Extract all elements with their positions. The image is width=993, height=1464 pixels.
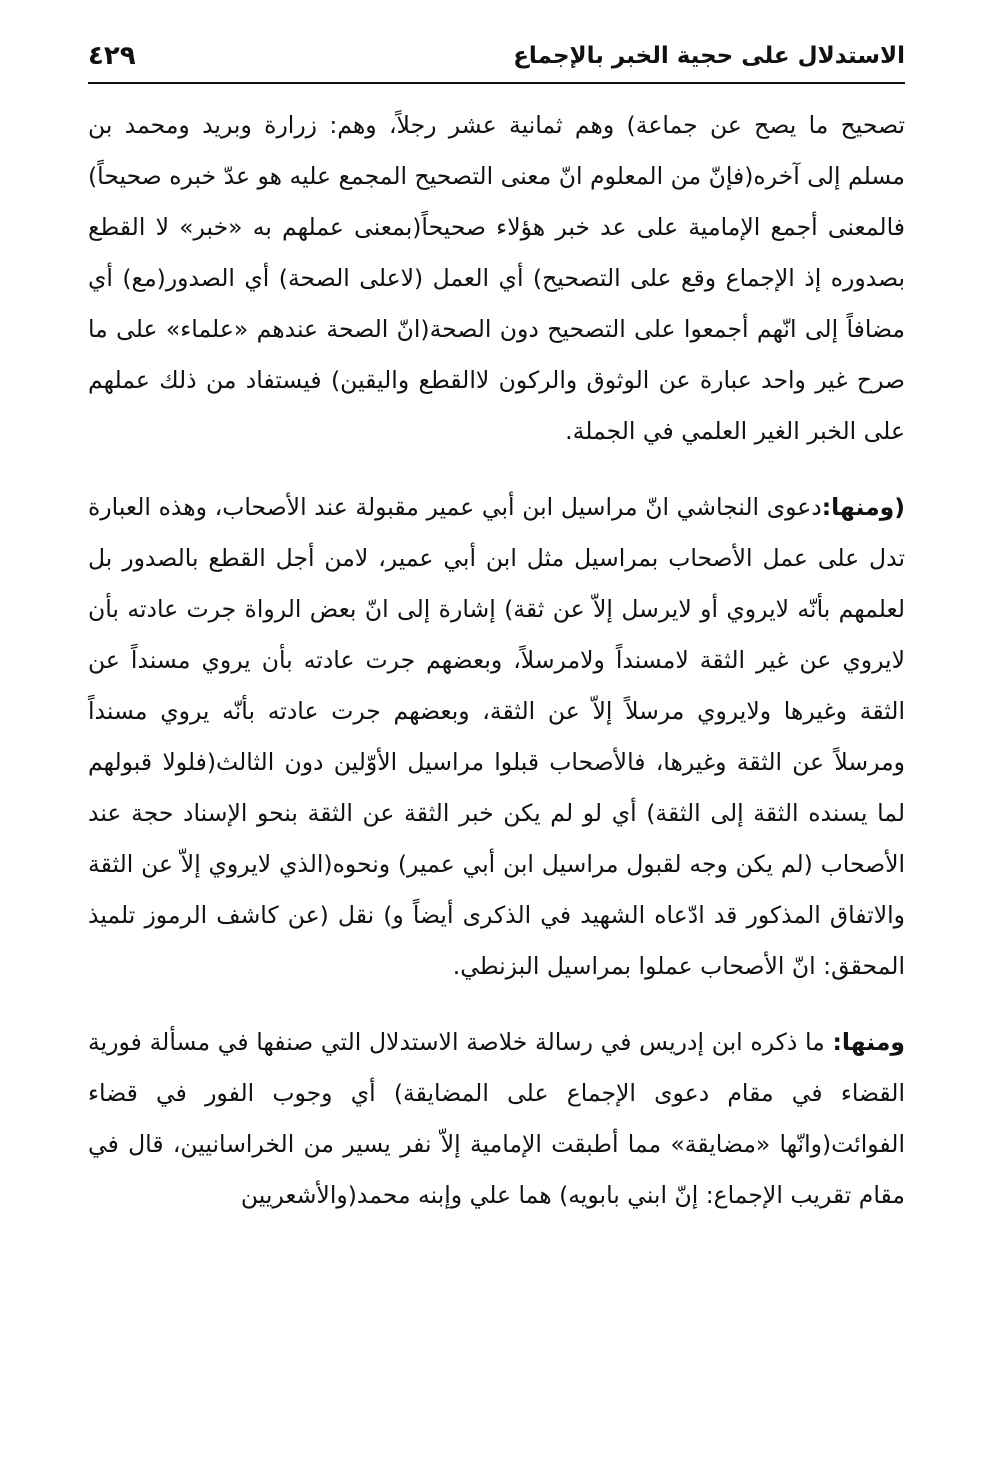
paragraph-text: دعوى النجاشي انّ مراسيل ابن أبي عمير مقبولة عند الأصحاب، وهذه العبارة تدل على عمل الأصحاب بمراسيل مثل ابن أبي عمير، لامن أجل القطع بالصدور بل لعلمهم بأنّه لايروي أو لايرسل إلاّ عن ثقة) إشارة إلى انّ بعض الرواة جرت عادته بأن لايروي عن غير الثقة لامسنداً ولامرسلاً، وبعضهم جرت عادته بأن يروي مسنداً عن الثقة وغيرها ولايروي مرسلاً إلاّ عن الثقة، وبعضهم جرت عادته بأنّه يروي مسنداً ومرسلاً عن الثقة وغيرها، فالأصحاب قبلوا مراسيل الأوّلين دون الثالث(فلولا قبولهم لما يسنده الثقة إلى الثقة) أي لو لم يكن خبر الثقة عن الثقة بنحو الإسناد حجة عند الأصحاب (لم يكن وجه لقبول مراسيل ابن أبي عمير) ونحوه(الذي لايروي إلاّ عن الثقة والاتفاق المذكور قد ادّعاه الشهيد في الذكرى أيضاً و) نقل (عن كاشف الرموز تلميذ المحقق: انّ الأصحاب عملوا بمراسيل البزنطي. [88, 493, 905, 980]
page-number: ٤٢٩ [88, 41, 136, 71]
paragraph-lead: (ومنها: [821, 493, 905, 521]
body-text [88, 100, 905, 1221]
page-header [88, 34, 905, 84]
paragraph [88, 482, 905, 992]
paragraph-text: تصحيح ما يصح عن جماعة) وهم ثمانية عشر رجلاً، وهم: زرارة وبريد ومحمد بن مسلم إلى آخره(فإنّ من المعلوم انّ معنى التصحيح المجمع عليه هو عدّ خبره صحيحاً) فالمعنى أجمع الإمامية على عد خبر هؤلاء صحيحاً(بمعنى عملهم به «خبر» لا القطع بصدوره إذ الإجماع وقع على التصحيح) أي العمل (لاعلى الصحة) أي الصدور(مع) أي مضافاً إلى انّهم أجمعوا على التصحيح دون الصحة(انّ الصحة عندهم «علماء» على ما صرح غير واحد عبارة عن الوثوق والركون لاالقطع واليقين) فيستفاد من ذلك عملهم على الخبر الغير العلمي في الجملة. [88, 111, 905, 445]
paragraph [88, 1017, 905, 1221]
paragraph [88, 100, 905, 457]
running-title: الاستدلال على حجية الخبر بالإجماع [513, 43, 905, 69]
paragraph-text: ما ذكره ابن إدريس في رسالة خلاصة الاستدلال التي صنفها في مسألة فورية القضاء في مقام دعوى الإجماع على المضايقة) أي وجوب الفور في قضاء الفوائت(وانّها «مضايقة» مما أطبقت الإمامية إلاّ نفر يسير من الخراسانيين، قال في مقام تقريب الإجماع: إنّ ابني بابويه) هما علي وإبنه محمد(والأشعريين [88, 1028, 905, 1209]
paragraph-lead: ومنها: [832, 1028, 905, 1056]
